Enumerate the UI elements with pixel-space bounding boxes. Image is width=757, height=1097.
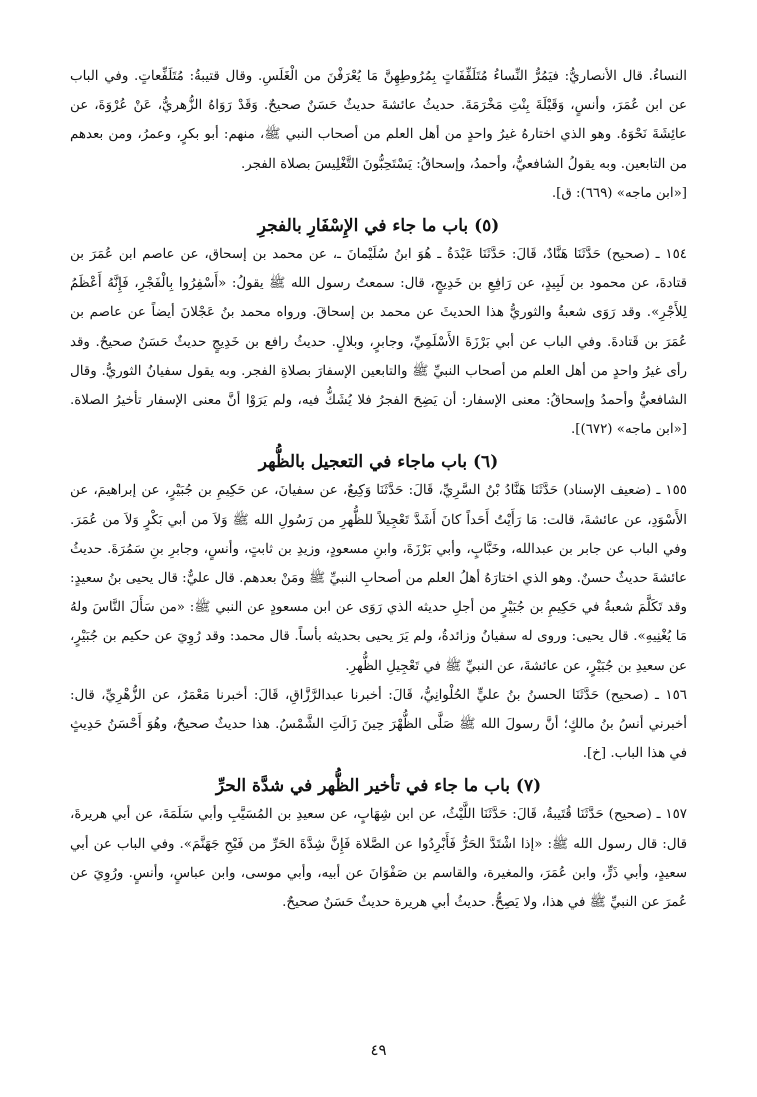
section-7-heading: (٧) باب ما جاء في تأخير الظُّهر في شدَّة الحرِّ (215, 776, 542, 797)
hadith-154: ١٥٤ ـ (صحيح) حَدَّثَنَا هَنَّادٌ، قَالَ: حَدَّثَنَا عَبْدَةُ ـ هُوَ ابنُ سُلَيْمانَ ـ، عن محمد بن إسحاق، عن عاصم ابن عُمَرَ بن قتادةَ، عن محمود بن لَبِيدٍ، عن رَافِعِ بن خَدِيجٍ، قال: سمعتُ رسول الله ﷺ يقولُ: «أَسْفِرُوا بِالْفَجْرِ، فَإِنَّهُ أَعْظَمُ لِلأَجْرِ». وقد رَوَى شعبةُ والثوريُّ هذا الحديثَ عن محمد بن إسحاقَ. ورواه محمد بنُ عَجْلانَ أيضاً عن عاصم بن عُمَرَ بن قَتادةَ. وفي الباب عن أبي بَرْزَةَ الأَسْلَمِيِّ، وجابرٍ، وبلالٍ. حديثُ رافع بن خَدِيجٍ حديثٌ حَسَنٌ صحيحٌ. وقد رأى غيرُ واحدٍ من أهل العلم من أصحاب النبيِّ ﷺ والتابعين الإسفارَ بصلاةِ الفجر. وبه يقول سفيانُ الثوريُّ. وقال الشافعيُّ وأحمدُ وإسحاقُ: معنى الإسفار: أن يَضِحَ الفجرُ فلا يُشَكُّ فيه، ولم يَرَوْا أنَّ معنى الإسفار تأخيرُ الصلاة. [«ابن ماجه» (٦٧٢)]. (70, 247, 687, 438)
section-6-heading: (٦) باب ماجاء في التعجيل بالظُّهر (258, 452, 499, 473)
hadith-156: ١٥٦ ـ (صحيح) حَدَّثَنَا الحسنُ بنُ عليٍّ الحُلْوانِيُّ، قَالَ: أخبرنا عبدالرَّزَّاقِ، قَالَ: أخبرنا مَعْمَرٌ، عن الزُّهْرِيِّ، قال: أخبرني أنسُ بنُ مالكٍ؛ أنَّ رسولَ الله ﷺ صَلَّى الظُّهْرَ حِينَ زَالَتِ الشَّمْسُ. هذا حديثٌ صحيحٌ، وهُوَ أَحْسَنُ حَدِيثٍ في هذا الباب. [خ]. (70, 687, 687, 762)
opening-reference: [«ابن ماجه» (٦٦٩): ق]. (551, 185, 687, 201)
page-text (70, 62, 687, 917)
hadith-155: ١٥٥ ـ (ضعيف الإسناد) حَدَّثَنَا هَنَّادُ بْنُ السَّرِيِّ، قَالَ: حَدَّثَنَا وَكِيعٌ، عن سفيانَ، عن حَكِيمِ بن جُبَيْرٍ، عن إبراهيمَ، عن الأَسْوَدِ، عن عائشةَ، قالت: مَا رَأَيْتُ أَحَداً كانَ أَشَدَّ تَعْجِيلاً للظُّهرِ من رَسُولِ الله ﷺ وَلاَ من أبي بَكْرٍ وَلاَ من عُمَرَ. وفي الباب عن جابر بن عبدالله، وخَبَّابٍ، وأبي بَرْزَةَ، وابنِ مسعودٍ، وزيدِ بن ثابتٍ، وأنسٍ، وجابرِ بنِ سَمُرَةَ. حديثُ عائشةَ حديثٌ حسنٌ. وهو الذي اختارَهُ أهلُ العلم من أصحابِ النبيِّ ﷺ ومَنْ بعدهم. قال عليٌّ: قال يحيى بنُ سعيدٍ: وقد تَكَلَّمَ شعبةُ في حَكِيمِ بن جُبَيْرٍ من أجلِ حديثه الذي رَوَى عن ابن مسعودٍ عن النبي ﷺ: «من سَأَلَ النَّاسَ ولهُ مَا يُغْنِيهِ». قال يحيى: وروى له سفيانُ وزائدةُ، ولم يَرَ يحيى بحديثه بأساً. قال محمد: وقد رُوِيَ عن حكيم بن جُبَيْرٍ، عن سعيدِ بن جُبَيْرٍ، عن عائشةَ، عن النبيِّ ﷺ في تَعْجِيلِ الظُّهرِ. (70, 483, 687, 674)
hadith-157: ١٥٧ ـ (صحيح) حَدَّثَنَا قُتَيبةُ، قَالَ: حَدَّثَنَا اللَّيْثُ، عن ابن شِهَابٍ، عن سعيدِ بن المُسَيَّبِ وأبي سَلَمَةَ، عن أبي هريرةَ، قال: قال رسول الله ﷺ: «إذا اشْتَدَّ الحَرُّ فَأَبْرِدُوا عن الصَّلاة فَإِنَّ شِدَّةَ الحَرِّ من فَيْحِ جَهَنَّمَ». وفي الباب عن أبي سعيدٍ، وأبي ذَرٍّ، وابن عُمَرَ، والمغيرة، والقاسم بن صَفْوَانَ عن أبيه، وأبي موسى، وابن عباسٍ، وأنسٍ. ورُوِيَ عن عُمرَ عن النبيِّ ﷺ في هذا، ولا يَصِحُّ. حديثُ أبي هريرة حديثٌ حَسَنٌ صحيحٌ. (70, 807, 687, 911)
page-number: ٤٩ (370, 1041, 387, 1059)
section-5-heading: (٥) باب ما جاء في الإِسْفَارِ بالفجرِ (257, 216, 500, 237)
opening-paragraph: النساءُ. قال الأنصاريُّ: فيَمُرُّ النِّساءُ مُتَلَفِّفَاتٍ بِمُرُوطِهِنَّ مَا يُعْرَفْنَ من الْغَلَسِ. وقال قتيبةُ: مُتَلَفِّعاتٍ. وفي الباب عن ابن عُمَرَ، وأنسٍ، وَقَيْلَةَ بِنْتِ مَخْرَمَةَ. حديثُ عائشةَ حديثٌ حَسَنٌ صحيحٌ. وَقَدْ رَوَاهُ الزُّهريُّ، عَنْ عُرْوَةَ، عن عائِشَةَ نَحْوَهُ. وهو الذي اختارهُ غيرُ واحدٍ من أهل العلم من أصحاب النبي ﷺ، منهم: أبو بكرٍ، وعمرُ، ومن بعدهم من التابعين. وبه يقولُ الشافعيُّ، وأحمدُ، وإسحاقُ: يَسْتَحِبُّونَ التَّغْلِيسَ بصلاة الفجر. (70, 69, 687, 172)
